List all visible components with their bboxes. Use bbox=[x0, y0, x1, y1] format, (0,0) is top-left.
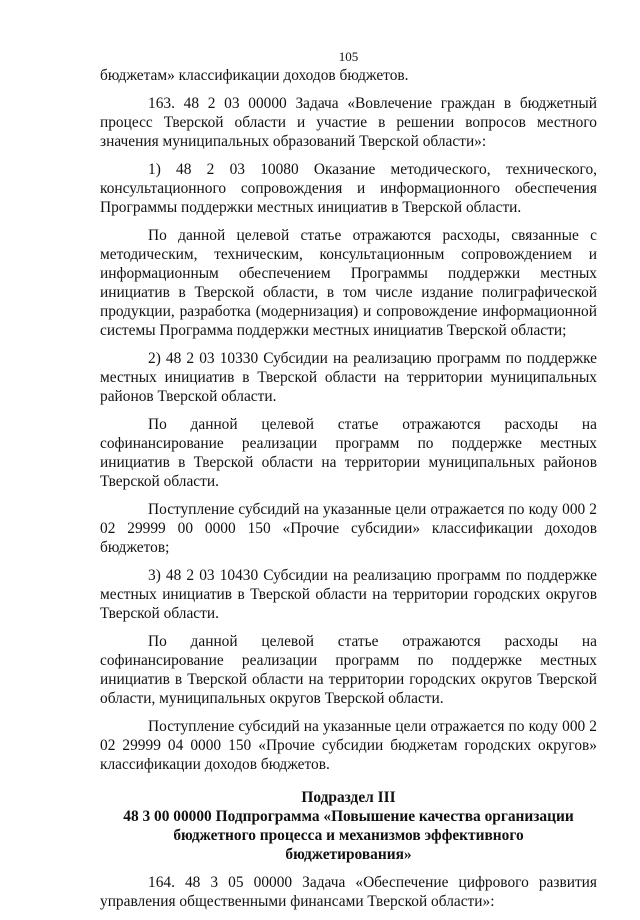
paragraph: По данной целевой статье отражаются расходы, связанные с методическим, техническим, консультационным сопровождением и информационным обеспечением Программы поддержки местных инициатив в Тверской области, в том числе издание полиграфической продукции, разработка (модернизация) и сопровождение информационной системы Программа поддержки местных инициатив Тверской области; bbox=[100, 227, 597, 339]
paragraph: 1) 48 2 03 10080 Оказание методического, технического, консультационного сопровождения и информационного обеспечения Программы поддержки местных инициатив в Тверской области. bbox=[100, 161, 597, 216]
heading-line: бюджетного процесса и механизмов эффективного bbox=[173, 827, 524, 844]
heading-line: бюджетирования» bbox=[285, 846, 412, 863]
paragraph: бюджетам» классификации доходов бюджетов. bbox=[100, 67, 409, 84]
paragraph: 163. 48 2 03 00000 Задача «Вовлечение граждан в бюджетный процесс Тверской области и участие в решении вопросов местного значения муниципальных образований Тверской области»: bbox=[100, 95, 597, 150]
paragraph: 2) 48 2 03 10330 Субсидии на реализацию программ по поддержке местных инициатив в Тверской области на территории муниципальных районов Тверской области. bbox=[100, 350, 597, 405]
paragraph: По данной целевой статье отражаются расходы на софинансирование реализации программ по поддержке местных инициатив в Тверской области на территории муниципальных районов Тверской области. bbox=[100, 416, 597, 490]
paragraph: Поступление субсидий на указанные цели отражается по коду 000 2 02 29999 04 0000 150 «Прочие субсидии бюджетам городских округов» классификации доходов бюджетов. bbox=[100, 718, 597, 773]
paragraph: По данной целевой статье отражаются расходы на софинансирование реализации программ по поддержке местных инициатив в Тверской области на территории городских округов Тверской области, муниципальных округов Тверской области. bbox=[100, 633, 597, 707]
heading-line: 48 3 00 00000 Подпрограмма «Повышение качества организации bbox=[123, 808, 574, 825]
paragraph: Поступление субсидий на указанные цели отражается по коду 000 2 02 29999 00 0000 150 «Прочие субсидии» классификации доходов бюджетов; bbox=[100, 501, 597, 556]
document-body bbox=[100, 66, 597, 920]
page-number: 105 bbox=[338, 49, 359, 64]
paragraph: 3) 48 2 03 10430 Субсидии на реализацию программ по поддержке местных инициатив в Тверской области на территории городских округов Тверской области. bbox=[100, 567, 597, 622]
heading-line: Подраздел III bbox=[301, 789, 396, 806]
paragraph: 164. 48 3 05 00000 Задача «Обеспечение цифрового развития управления общественными финансами Тверской области»: bbox=[100, 874, 597, 910]
section-heading bbox=[100, 788, 597, 864]
